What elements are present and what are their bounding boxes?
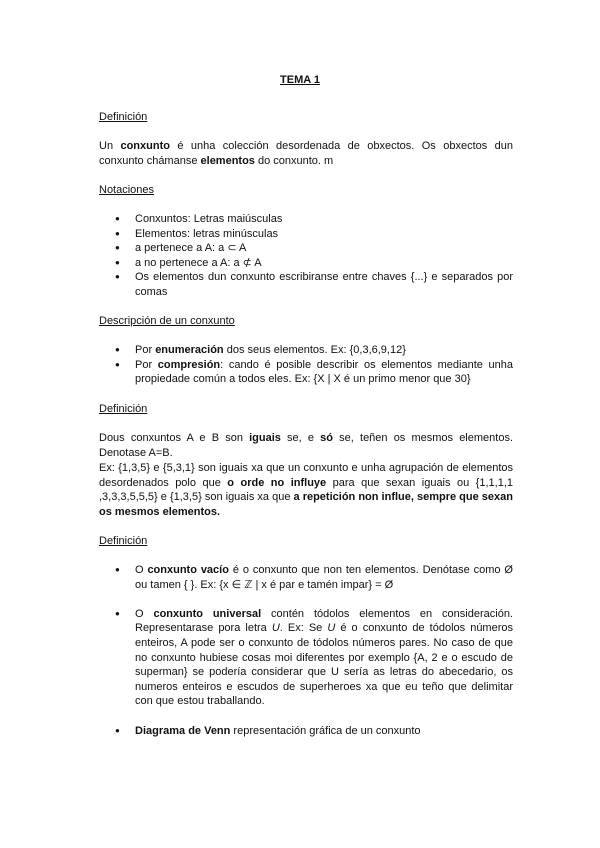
list-item-compresion: ● Por compresión: cando é posible describir os elementos mediante unha propiedade común a todos eles. Ex: {X | X é un primo menor que 30} xyxy=(135,358,513,387)
definicion-list xyxy=(99,563,513,738)
list-item-conxunto-universal: ● O conxunto universal contén tódolos elementos en consideración. Representarase pora letra U. Ex: Se U é o conxunto de tódolos números enteiros, A pode ser o conxunto de tódolos números pares. No caso de que no conxunto hubiese cosas moi diferentes por exemplo {A, 2 e o escudo de superman} se podería considerar que U sería as letras do abecedario, os numeros enteiros e escudos de superheroes xa que eu teño que delimitar con que estou traballando. xyxy=(135,607,513,709)
list-item: ● Os elementos dun conxunto escribiranse entre chaves {...} e separados por comas xyxy=(135,270,513,299)
list-item-diagrama-venn: ● Diagrama de Venn representación gráfica de un conxunto xyxy=(135,724,513,739)
list-item: ● Elementos: letras minúsculas xyxy=(135,227,513,242)
list-item-enumeracion: ● Por enumeración dos seus elementos. Ex: {0,3,6,9,12} xyxy=(135,343,513,358)
descripcion-list xyxy=(99,343,513,387)
list-item: ● a pertenece a A: a ⊂ A xyxy=(135,241,513,256)
list-item: ● a no pertenece a A: a ⊄ A xyxy=(135,256,513,271)
paragraph-iguais: Dous conxuntos A e B son iguais se, e só se, teñen os mesmos elementos. Denotase A=B. xyxy=(99,432,513,459)
heading-definicion-3: Definición xyxy=(99,535,148,547)
heading-descripcion: Descripción de un conxunto xyxy=(99,315,235,327)
page-title: TEMA 1 xyxy=(280,74,320,86)
paragraph-conxunto-definition: Un conxunto é unha colección desordenada de obxectos. Os obxectos dun conxunto chámanse elementos do conxunto. m xyxy=(99,140,513,167)
heading-definicion-2: Definición xyxy=(99,403,148,415)
list-item: ● Conxuntos: Letras maiúsculas xyxy=(135,212,513,227)
notaciones-list xyxy=(99,212,513,300)
list-item-conxunto-vacio: ● O conxunto vacío é o conxunto que non ten elementos. Denótase como Ø ou tamen { }. Ex: {x ∈ ℤ | x é par e tamén impar} = Ø xyxy=(135,563,513,592)
heading-definicion-1: Definición xyxy=(99,111,148,123)
paragraph-iguais-example: Ex: {1,3,5} e {5,3,1} son iguais xa que un conxunto e unha agrupación de elementos desordenados polo que o orde no influye para que sexan iguais ou {1,1,1,1 ,3,3,3,5,5,5} e {1,3,5} son iguais xa que a repetición non influe, sempre que sexan os mesmos elementos. xyxy=(99,462,513,518)
heading-notaciones: Notaciones xyxy=(99,184,155,196)
